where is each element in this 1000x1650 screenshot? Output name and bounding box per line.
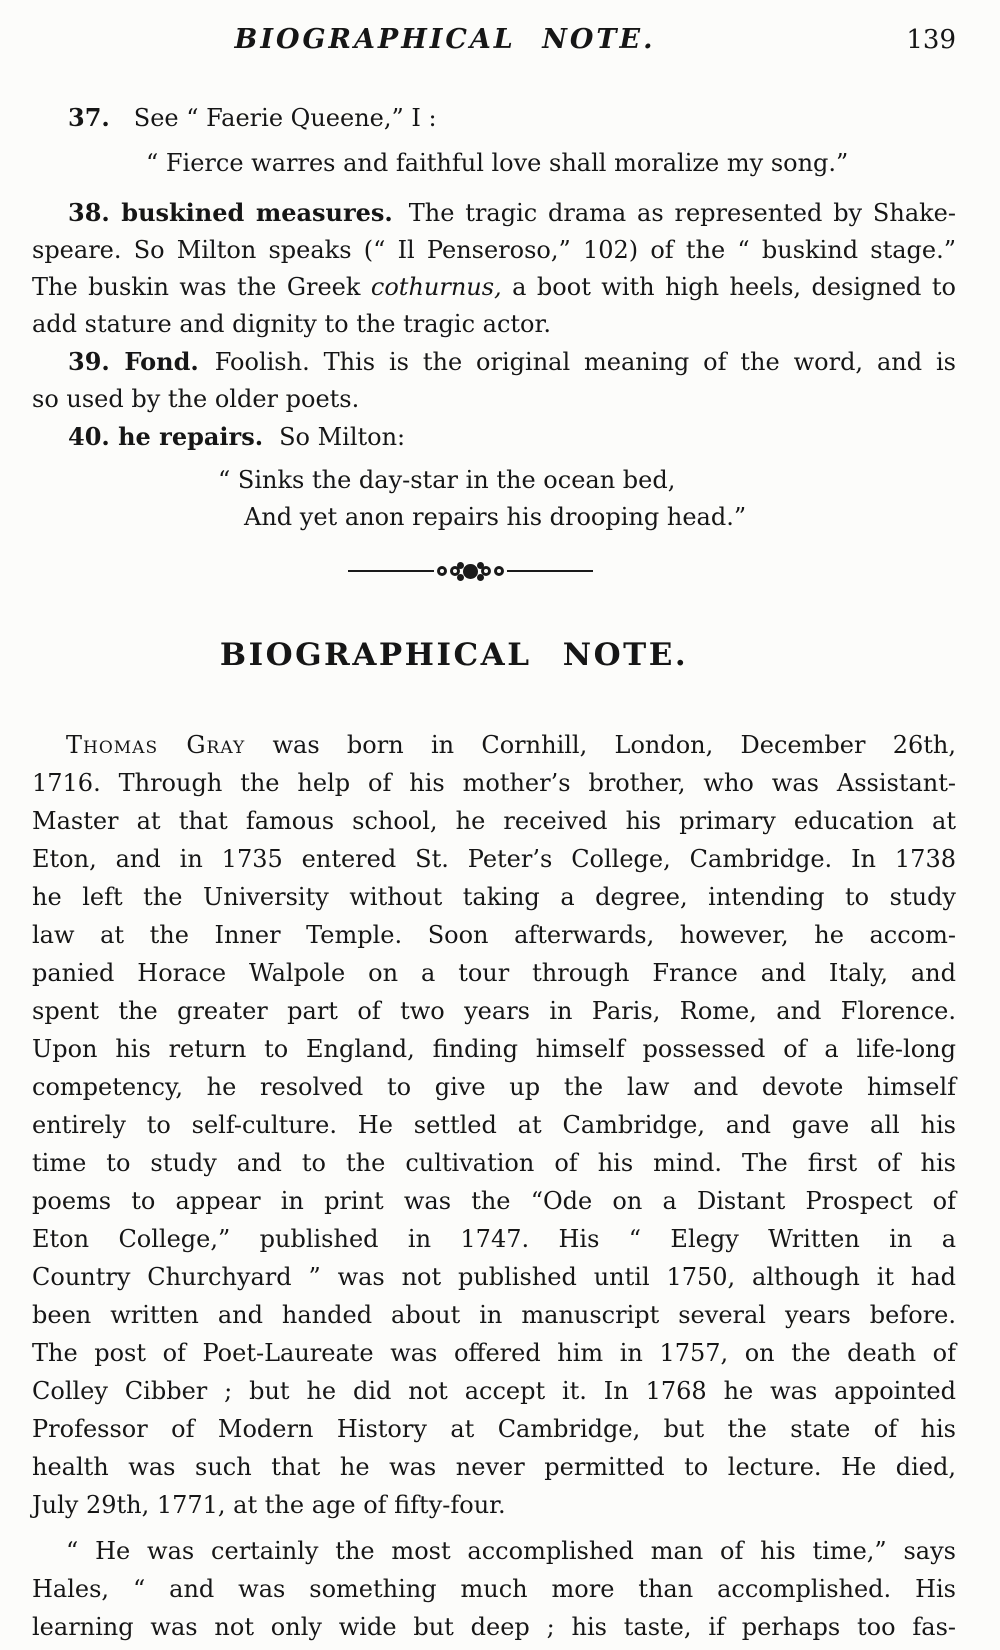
note-40-text: So Milton: bbox=[279, 423, 406, 451]
ornament-ring bbox=[481, 566, 491, 576]
paragraph-line: entirely to self-culture. He settled at Cambridge, and gave all his bbox=[32, 1111, 956, 1139]
quote-line: “ Sinks the day-star in the ocean bed, bbox=[218, 466, 676, 494]
biographical-note-body bbox=[32, 726, 956, 1646]
note-37-text: See “ Faerie Queene,” I : bbox=[133, 104, 437, 132]
note-37-line bbox=[32, 99, 956, 137]
paragraph-line: Country Churchyard ” was not published until 1750, although it had bbox=[32, 1263, 956, 1291]
ornament-ring bbox=[450, 566, 460, 576]
paragraph-line: health was such that he was never permitted to lecture. He died, bbox=[32, 1453, 956, 1481]
note-38-line bbox=[32, 269, 956, 306]
notes-section bbox=[32, 99, 956, 536]
paragraph-line: spent the greater part of two years in Paris, Rome, and Florence. bbox=[32, 997, 956, 1025]
note-39-line: so used by the older poets. bbox=[32, 385, 360, 413]
paragraph-line: time to study and to the cultivation of his mind. The first of his bbox=[32, 1149, 956, 1177]
ornament-ring bbox=[494, 566, 504, 576]
paragraph-line: he left the University without taking a degree, intending to study bbox=[32, 883, 956, 911]
paragraph-line: poems to appear in print was the “Ode on a Distant Prospect of bbox=[32, 1187, 956, 1215]
running-title: BIOGRAPHICAL NOTE. bbox=[234, 24, 656, 55]
paragraph-line: Eton College,” published in 1747. His “ Elegy Written in a bbox=[32, 1225, 956, 1253]
note-37-quote-line: “ Fierce warres and faithful love shall moralize my song.” bbox=[146, 149, 849, 177]
note-40 bbox=[32, 418, 956, 536]
paragraph-text: was born in Cornhill, London, December 26th, bbox=[245, 731, 956, 759]
ornament-rule-left bbox=[348, 570, 434, 572]
page-number: 139 bbox=[906, 25, 956, 55]
ornament-center-dot bbox=[463, 564, 478, 579]
paragraph-line: “ He was certainly the most accomplished man of his time,” says bbox=[66, 1537, 956, 1565]
paragraph-line: Colley Cibber ; but he did not accept it. In 1768 he was appointed bbox=[32, 1377, 956, 1405]
paragraph-line: Hales, “ and was something much more than accomplished. His bbox=[32, 1575, 956, 1603]
paragraph-line: competency, he resolved to give up the law and devote himself bbox=[32, 1073, 956, 1101]
paragraph-line bbox=[32, 726, 956, 764]
note-39-line bbox=[32, 343, 956, 381]
page-header bbox=[32, 24, 956, 55]
ornament-ring bbox=[437, 566, 447, 576]
paragraph-line: Upon his return to England, finding himself possessed of a life-long bbox=[32, 1035, 956, 1063]
note-39-term: 39. Fond. bbox=[68, 347, 199, 376]
ornament-rule-right bbox=[507, 570, 593, 572]
note-38-line bbox=[32, 194, 956, 232]
note-39 bbox=[32, 343, 956, 418]
paragraph-line: been written and handed about in manuscript several years before. bbox=[32, 1301, 956, 1329]
note-38 bbox=[32, 194, 956, 343]
note-38-line: speare. So Milton speaks (“ Il Penseroso,” 102) of the “ buskind stage.” bbox=[32, 236, 956, 264]
note-40-quote bbox=[32, 462, 956, 536]
paragraph-line: learning was not only wide but deep ; his taste, if perhaps too fas- bbox=[32, 1613, 956, 1641]
note-38-term: 38. buskined measures. bbox=[68, 198, 393, 227]
paragraph-line: Master at that famous school, he received his primary education at bbox=[32, 807, 956, 835]
paragraph-line: panied Horace Walpole on a tour through France and Italy, and bbox=[32, 959, 956, 987]
paragraph-line: 1716. Through the help of his mother’s brother, who was Assistant- bbox=[32, 769, 956, 797]
note-40-line bbox=[32, 418, 956, 456]
paragraph-line: Professor of Modern History at Cambridge, but the state of his bbox=[32, 1415, 956, 1443]
note-38-latin-term: cothurnus, bbox=[370, 273, 502, 301]
note-38-line: add stature and dignity to the tragic actor. bbox=[32, 310, 551, 338]
paragraph-line: law at the Inner Temple. Soon afterwards, however, he accom- bbox=[32, 921, 956, 949]
quote-line: And yet anon repairs his drooping head.” bbox=[244, 503, 747, 531]
person-name-smallcaps: Thomas Gray bbox=[66, 731, 246, 759]
section-heading: BIOGRAPHICAL NOTE. bbox=[219, 637, 689, 673]
bio-paragraph-2 bbox=[32, 1532, 956, 1646]
paragraph-line: Eton, and in 1735 entered St. Peter’s College, Cambridge. In 1738 bbox=[32, 845, 956, 873]
note-38-text: a boot with high heels, designed to bbox=[501, 273, 956, 301]
paragraph-line: The post of Poet-Laureate was offered him in 1757, on the death of bbox=[32, 1339, 956, 1367]
section-divider-ornament bbox=[8, 562, 932, 580]
bio-paragraph-1 bbox=[32, 726, 956, 1524]
note-37-number: 37. bbox=[68, 103, 110, 132]
note-39-text: Foolish. This is the original meaning of the word, and is bbox=[214, 348, 956, 376]
note-40-term: 40. he repairs. bbox=[68, 422, 264, 451]
paragraph-line: July 29th, 1771, at the age of fifty-four. bbox=[32, 1491, 506, 1519]
note-38-text: The buskin was the Greek bbox=[32, 273, 371, 301]
note-38-text: The tragic drama as represented by Shake- bbox=[408, 199, 956, 227]
